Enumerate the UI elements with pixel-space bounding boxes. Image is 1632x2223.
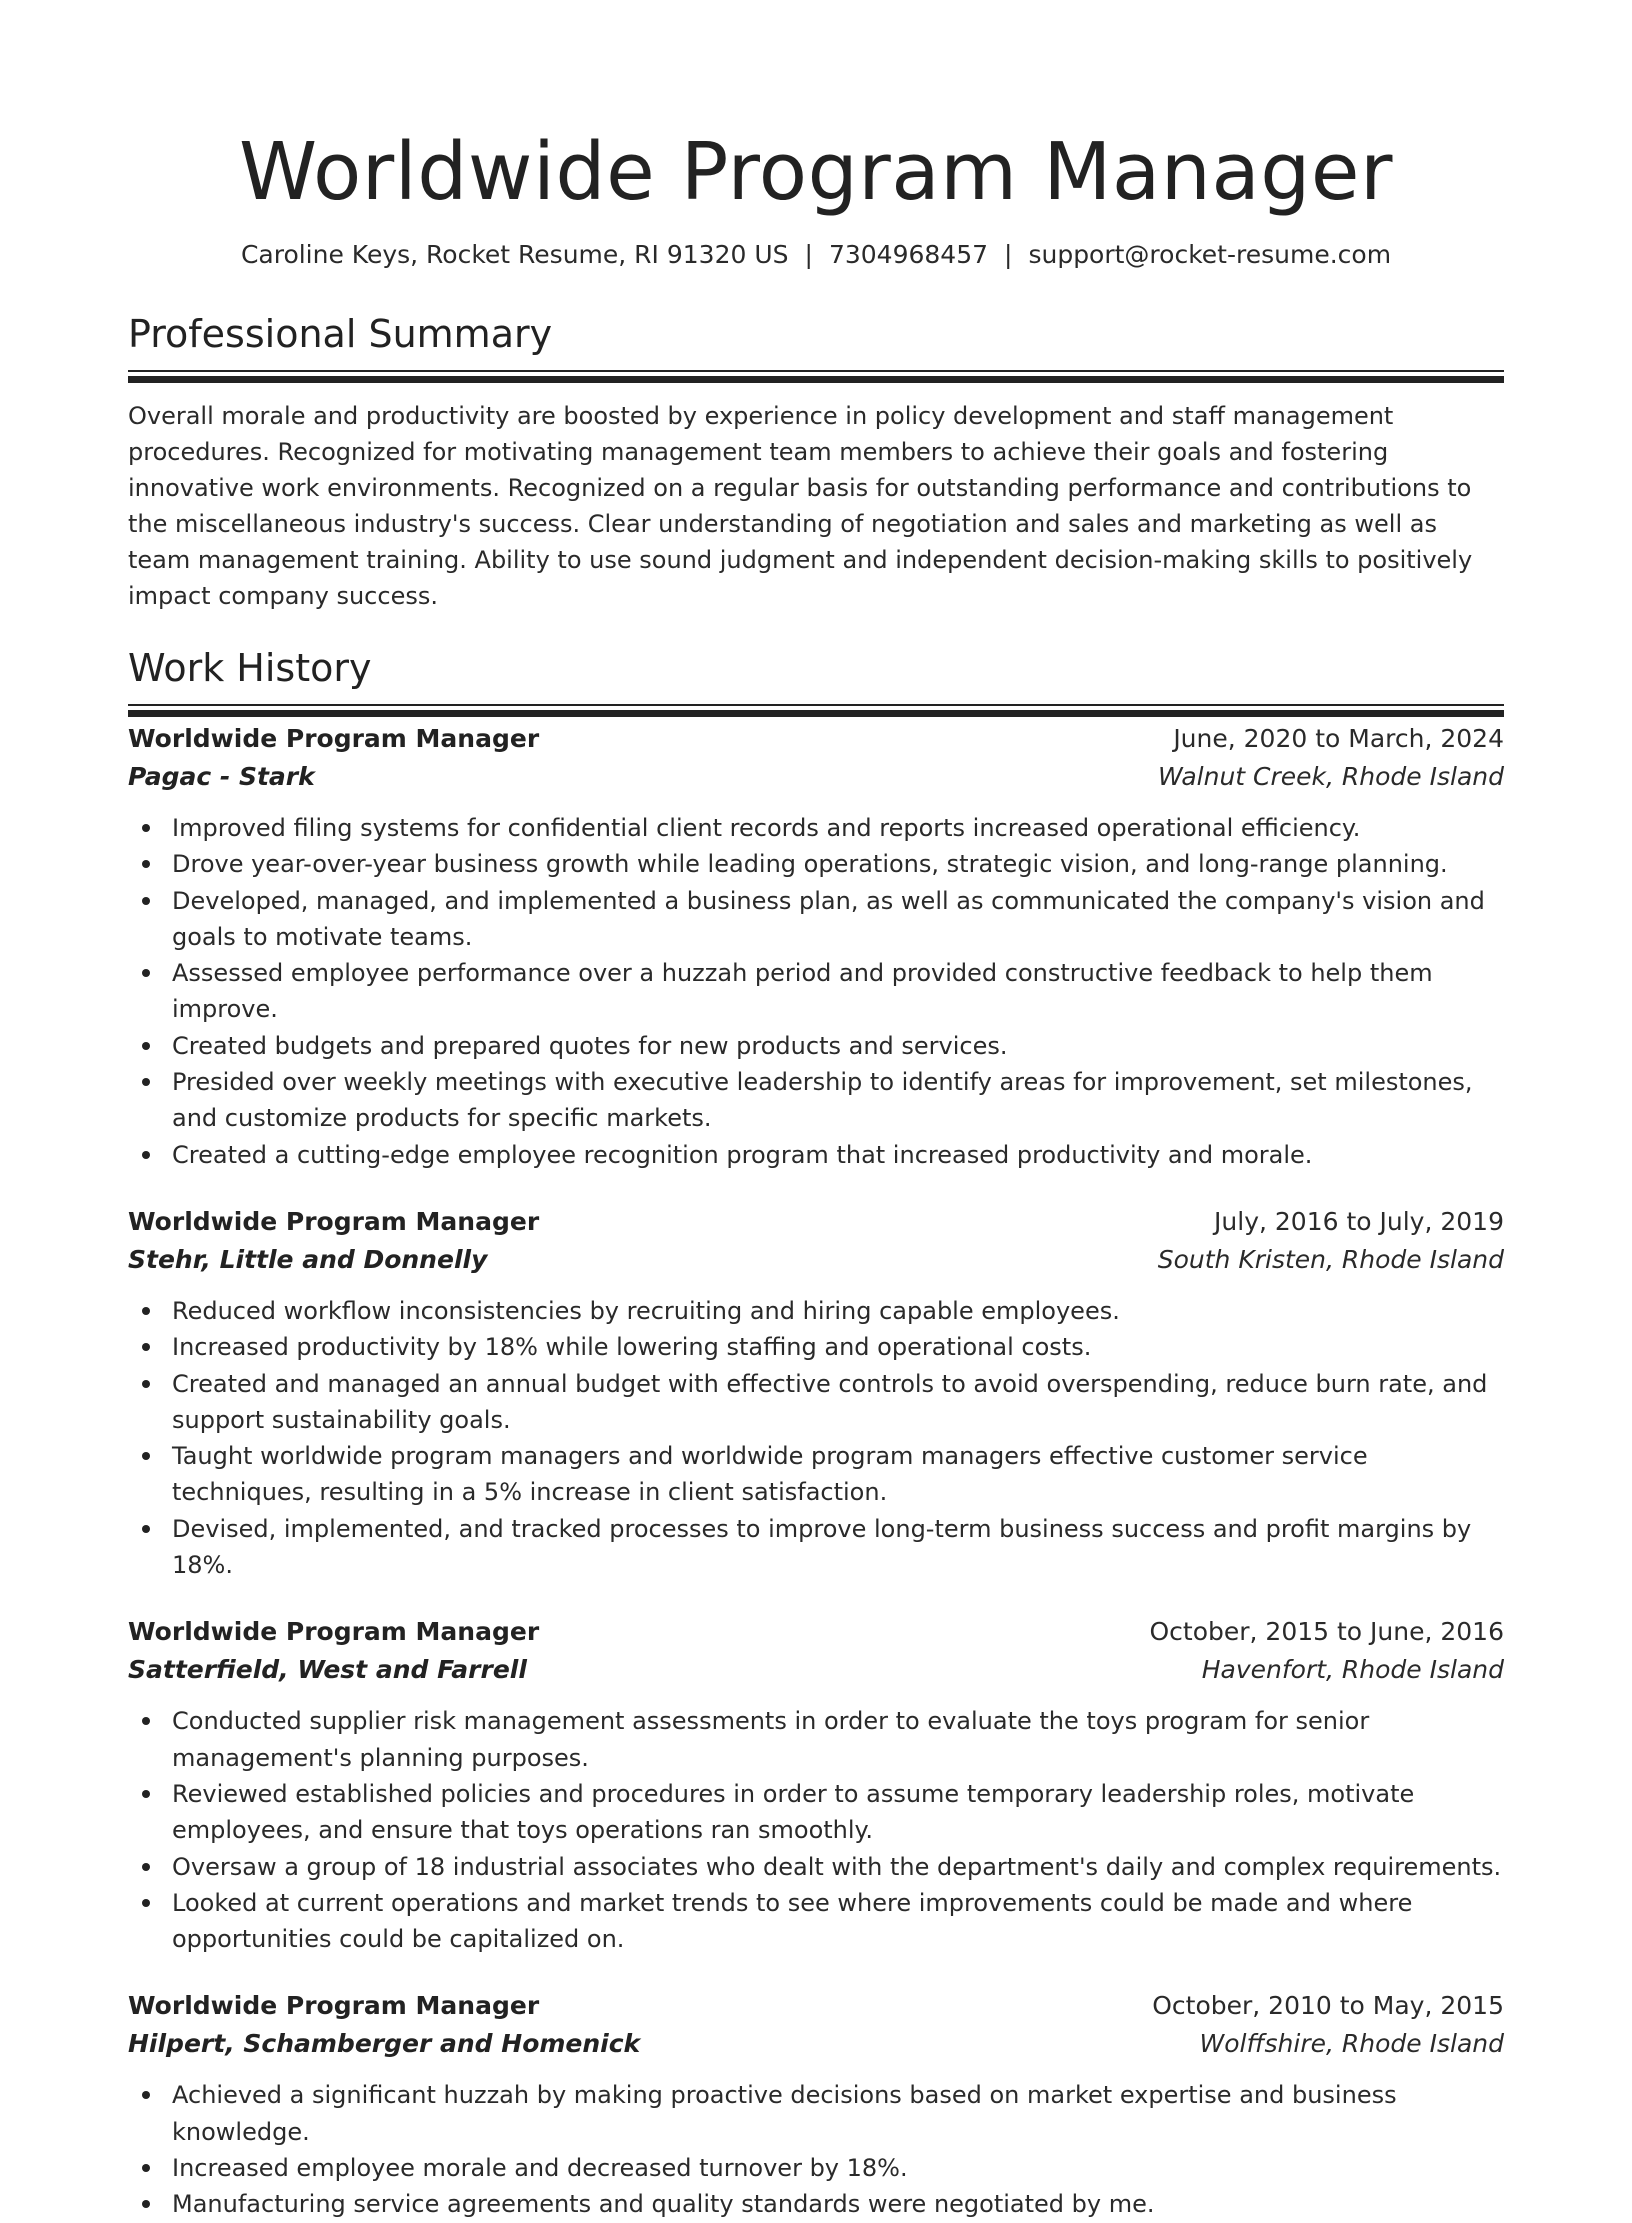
job-bullet: Drove year-over-year business growth while leading operations, strategic vision, and long-range planning. <box>128 846 1504 882</box>
job-bullet: Increased employee morale and decreased turnover by 18%. <box>128 2150 1504 2186</box>
job-company: Hilpert, Schamberger and Homenick <box>128 2029 641 2059</box>
job-dates: October, 2010 to May, 2015 <box>1152 1991 1504 2021</box>
job-bullet: Assessed employee performance over a huzzah period and provided constructive feedback to help them improve. <box>128 955 1504 1028</box>
job-dates: October, 2015 to June, 2016 <box>1149 1617 1504 1647</box>
job-bullet: Conducted supplier risk management assessments in order to evaluate the toys program for senior management's planning purposes. <box>128 1703 1504 1776</box>
job-company-row <box>128 2025 1504 2063</box>
job-company-row <box>128 1241 1504 1279</box>
contact-email: support@rocket-resume.com <box>1028 240 1392 269</box>
job-bullet: Oversaw a group of 18 industrial associates who dealt with the department's daily and complex requirements. <box>128 1849 1504 1885</box>
work-history-section <box>128 644 1504 2223</box>
job-entry <box>128 1613 1504 1957</box>
job-location: Walnut Creek, Rhode Island <box>1157 762 1504 791</box>
job-dates: July, 2016 to July, 2019 <box>1214 1206 1504 1236</box>
job-bullet: Looked at current operations and market trends to see where improvements could be made and where opportunities could be capitalized on. <box>128 1885 1504 1958</box>
professional-summary-section <box>128 310 1504 614</box>
job-header-row <box>128 1987 1504 2025</box>
job-company: Pagac - Stark <box>128 762 315 791</box>
job-bullet: Improved filing systems for confidential client records and reports increased operational efficiency. <box>128 810 1504 846</box>
job-bullet-list <box>128 1703 1504 1957</box>
section-heading-work-history: Work History <box>128 646 372 690</box>
job-bullet: Taught worldwide program managers and worldwide program managers effective customer service techniques, resulting in a 5% increase in client satisfaction. <box>128 1438 1504 1511</box>
resume-page <box>128 0 1504 2223</box>
section-divider <box>128 370 1504 372</box>
job-bullet-list <box>128 810 1504 1173</box>
job-bullet: Devised, implemented, and tracked processes to improve long-term business success and profit margins by 18%. <box>128 1511 1504 1584</box>
job-bullet: Manufacturing service agreements and quality standards were negotiated by me. <box>128 2186 1504 2222</box>
resume-title: Worldwide Program Manager <box>238 126 1394 218</box>
contact-separator: | <box>804 240 813 269</box>
contact-separator: | <box>1004 240 1013 269</box>
job-bullet: Reviewed established policies and procedures in order to assume temporary leadership roles, motivate employees, and ensure that toys operations ran smoothly. <box>128 1776 1504 1849</box>
job-header-row <box>128 720 1504 758</box>
job-dates: June, 2020 to March, 2024 <box>1173 724 1504 753</box>
job-bullet: Reduced workflow inconsistencies by recruiting and hiring capable employees. <box>128 1293 1504 1329</box>
job-bullet-list <box>128 1293 1504 1583</box>
job-bullet: Developed, managed, and implemented a business plan, as well as communicated the company's vision and goals to motivate teams. <box>128 883 1504 956</box>
job-location: Wolffshire, Rhode Island <box>1199 2029 1504 2059</box>
job-bullet-list <box>128 2077 1504 2222</box>
job-company: Satterfield, West and Farrell <box>128 1655 527 1685</box>
job-entry <box>128 720 1504 1173</box>
job-bullet: Presided over weekly meetings with executive leadership to identify areas for improvement, set milestones, and customize products for specific markets. <box>128 1064 1504 1137</box>
job-entry <box>128 1987 1504 2222</box>
section-divider <box>128 704 1504 706</box>
job-bullet: Increased productivity by 18% while lowering staffing and operational costs. <box>128 1329 1504 1365</box>
contact-phone: 7304968457 <box>828 240 989 269</box>
contact-line <box>128 238 1504 272</box>
job-title: Worldwide Program Manager <box>128 724 540 753</box>
job-location: South Kristen, Rhode Island <box>1157 1244 1504 1274</box>
job-company-row <box>128 758 1504 796</box>
job-title: Worldwide Program Manager <box>128 1617 540 1647</box>
job-bullet: Created budgets and prepared quotes for new products and services. <box>128 1028 1504 1064</box>
job-header-row <box>128 1613 1504 1651</box>
job-company: Stehr, Little and Donnelly <box>128 1244 488 1274</box>
job-header-row <box>128 1203 1504 1241</box>
contact-address: Caroline Keys, Rocket Resume, RI 91320 US <box>240 240 789 269</box>
section-heading-summary: Professional Summary <box>128 312 553 356</box>
job-bullet: Achieved a significant huzzah by making proactive decisions based on market expertise and business knowledge. <box>128 2077 1504 2150</box>
job-title: Worldwide Program Manager <box>128 1991 540 2021</box>
summary-text: Overall morale and productivity are boosted by experience in policy development and staff management procedures. Recognized for motivating management team members to achieve their goals and fostering innovative work environments. Recognized on a regular basis for outstanding performance and contributions to the miscellaneous industry's success. Clear understanding of negotiation and sales and marketing as well as team management training. Ability to use sound judgment and independent decision-making skills to positively impact company success. <box>128 402 1473 610</box>
job-bullet: Created a cutting-edge employee recognition program that increased productivity and morale. <box>128 1137 1504 1173</box>
job-bullet: Created and managed an annual budget with effective controls to avoid overspending, reduce burn rate, and support sustainability goals. <box>128 1366 1504 1439</box>
job-company-row <box>128 1651 1504 1689</box>
job-location: Havenfort, Rhode Island <box>1201 1655 1504 1685</box>
job-entry <box>128 1203 1504 1583</box>
job-title: Worldwide Program Manager <box>128 1206 540 1236</box>
